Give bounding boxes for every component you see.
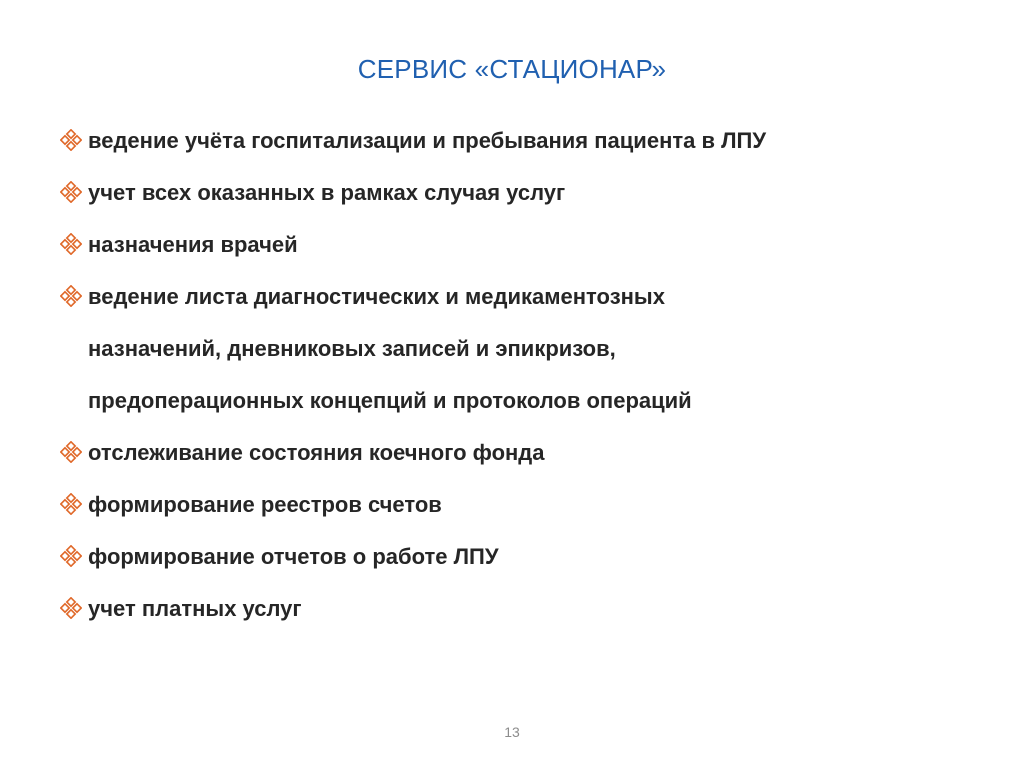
list-item: [60, 115, 980, 167]
slide-number: 13: [504, 724, 520, 740]
slide-title: СЕРВИС «СТАЦИОНАР»: [357, 54, 667, 84]
list-item: [60, 479, 980, 531]
bullet-list: [60, 115, 980, 635]
diamond-bullet-icon: [60, 181, 82, 203]
diamond-bullet-icon: [60, 441, 82, 463]
list-item-text: назначения врачей: [88, 232, 298, 257]
list-item-text: назначений, дневниковых записей и эпикризов,: [88, 336, 616, 361]
list-item: [60, 583, 980, 635]
list-item-text: отслеживание состояния коечного фонда: [88, 440, 545, 465]
diamond-bullet-icon: [60, 129, 82, 151]
diamond-bullet-icon: [60, 545, 82, 567]
list-item-text: формирование реестров счетов: [88, 492, 442, 517]
diamond-bullet-icon: [60, 493, 82, 515]
list-item: [60, 167, 980, 219]
diamond-bullet-icon: [60, 285, 82, 307]
list-item-text: формирование отчетов о работе ЛПУ: [88, 544, 499, 569]
list-item-text: ведение учёта госпитализации и пребывания пациента в ЛПУ: [88, 128, 767, 153]
list-item: [60, 219, 980, 271]
list-item: [60, 271, 980, 427]
list-item: [60, 531, 980, 583]
list-item-text: учет всех оказанных в рамках случая услуг: [88, 180, 566, 205]
list-item: [60, 427, 980, 479]
diamond-bullet-icon: [60, 597, 82, 619]
list-item-text: ведение листа диагностических и медикаментозных: [88, 284, 665, 309]
list-item-text: учет платных услуг: [88, 596, 302, 621]
list-item-text: предоперационных концепций и протоколов операций: [88, 388, 692, 413]
diamond-bullet-icon: [60, 233, 82, 255]
